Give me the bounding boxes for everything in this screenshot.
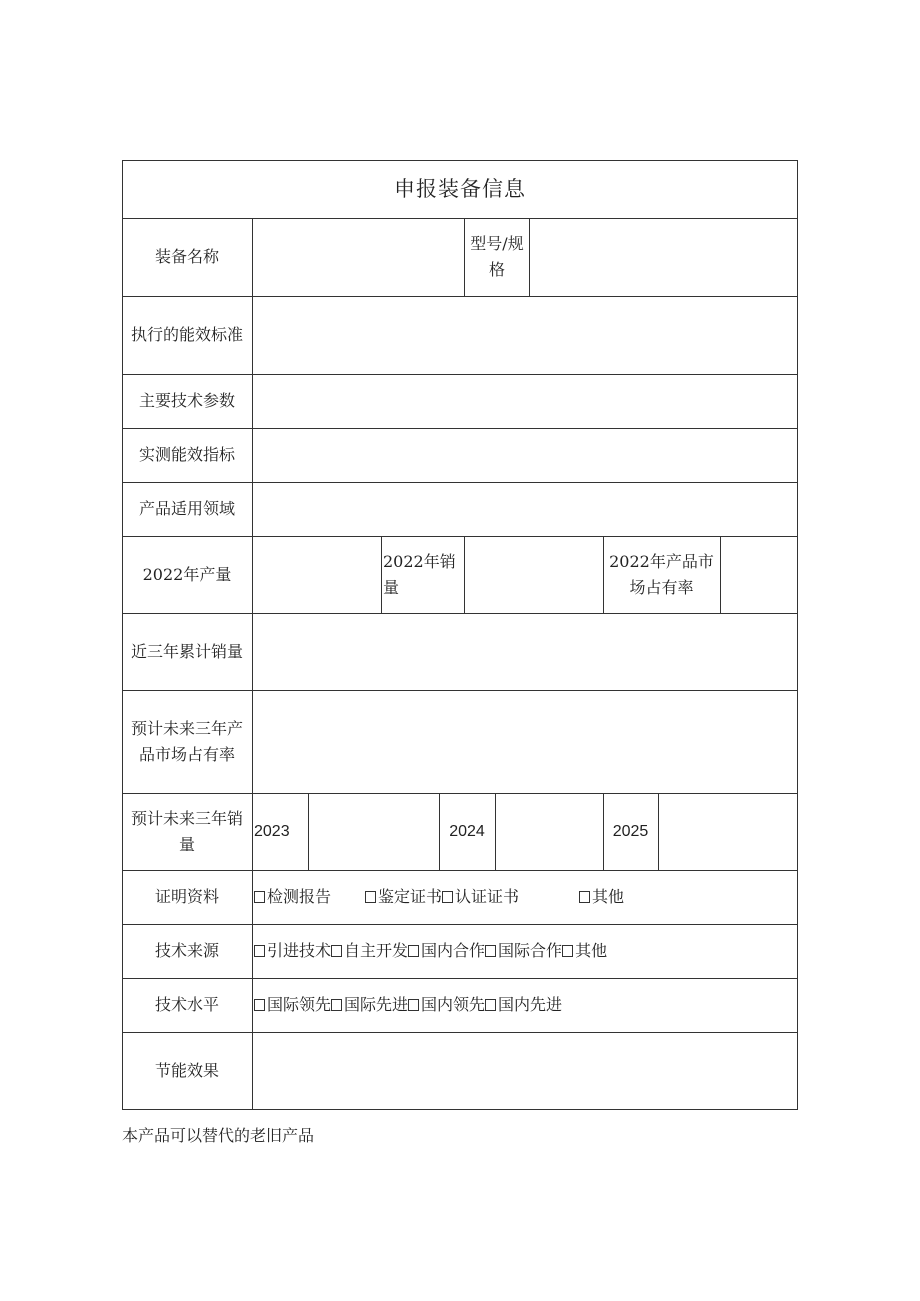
output-2022-field[interactable] [253, 537, 381, 613]
label-tech-source: 技术来源 [154, 941, 219, 960]
label-model-spec: 型号/规格 [470, 234, 524, 279]
label-measured-index: 实测能效指标 [138, 445, 235, 464]
year-2023: 2023 [254, 822, 290, 840]
model-spec-field[interactable] [530, 219, 797, 296]
equipment-name-field[interactable] [253, 219, 464, 296]
tech-params-field[interactable] [253, 375, 797, 428]
checkbox-icon [408, 945, 419, 957]
checkbox-domestic-leading[interactable]: 国内领先 [408, 992, 485, 1018]
label-sales-3yr: 近三年累计销量 [130, 641, 243, 661]
label-energy-effect: 节能效果 [154, 1061, 219, 1080]
checkbox-domestic-advanced[interactable]: 国内先进 [485, 992, 562, 1018]
label-sales-2022: 2022年销量 [383, 551, 456, 597]
checkbox-inspection-report[interactable]: 检测报告 [254, 884, 331, 910]
checkbox-domestic-coop[interactable]: 国内合作 [408, 938, 485, 964]
checkbox-icon [331, 945, 342, 957]
checkbox-icon [485, 945, 496, 957]
checkbox-appraisal-certificate[interactable]: 鉴定证书 [365, 884, 442, 910]
label-tech-params: 主要技术参数 [138, 391, 235, 410]
tech-source-options [252, 924, 797, 978]
checkbox-icon [365, 891, 376, 903]
future-share-field[interactable] [253, 691, 797, 793]
label-application: 产品适用领域 [138, 499, 235, 518]
label-future-share: 预计未来三年产品市场占有率 [130, 718, 243, 764]
checkbox-self-developed[interactable]: 自主开发 [331, 938, 408, 964]
tech-level-options [252, 978, 797, 1032]
application-field[interactable] [253, 483, 797, 536]
sales-2022-field[interactable] [465, 537, 603, 613]
label-future-sales: 预计未来三年销量 [130, 808, 243, 854]
checkbox-international-coop[interactable]: 国际合作 [485, 938, 562, 964]
checkbox-icon [485, 999, 496, 1011]
measured-index-field[interactable] [253, 429, 797, 482]
checkbox-icon [331, 999, 342, 1011]
sales-3yr-field[interactable] [253, 614, 797, 690]
energy-effect-field[interactable] [253, 1033, 797, 1109]
year-2025: 2025 [612, 822, 649, 840]
checkbox-intl-advanced[interactable]: 国际先进 [331, 992, 408, 1018]
label-tech-level: 技术水平 [154, 995, 219, 1014]
checkbox-certification[interactable]: 认证证书 [442, 884, 519, 910]
standard-field[interactable] [253, 297, 797, 374]
label-output-2022: 2022年产量 [142, 564, 232, 584]
checkbox-icon [408, 999, 419, 1011]
checkbox-imported-tech[interactable]: 引进技术 [254, 938, 331, 964]
form-title: 申报装备信息 [394, 177, 526, 201]
checkbox-intl-leading[interactable]: 国际领先 [254, 992, 331, 1018]
sales-2023-field[interactable] [309, 794, 439, 870]
share-2022-field[interactable] [721, 537, 797, 613]
proof-options [252, 870, 797, 924]
year-2024: 2024 [449, 822, 485, 840]
label-equipment-name: 装备名称 [154, 247, 219, 266]
checkbox-icon [562, 945, 573, 957]
checkbox-source-other[interactable]: 其他 [562, 938, 607, 964]
label-proof: 证明资料 [154, 887, 219, 906]
checkbox-icon [254, 999, 265, 1011]
checkbox-icon [579, 891, 590, 903]
label-share-2022: 2022年产品市场占有率 [609, 551, 714, 597]
footer-note: 本产品可以替代的老旧产品 [122, 1126, 315, 1145]
checkbox-icon [254, 945, 265, 957]
sales-2025-field[interactable] [659, 794, 797, 870]
checkbox-icon [442, 891, 453, 903]
checkbox-proof-other[interactable]: 其他 [579, 884, 624, 910]
label-standard: 执行的能效标准 [130, 325, 243, 344]
checkbox-icon [254, 891, 265, 903]
sales-2024-field[interactable] [496, 794, 603, 870]
